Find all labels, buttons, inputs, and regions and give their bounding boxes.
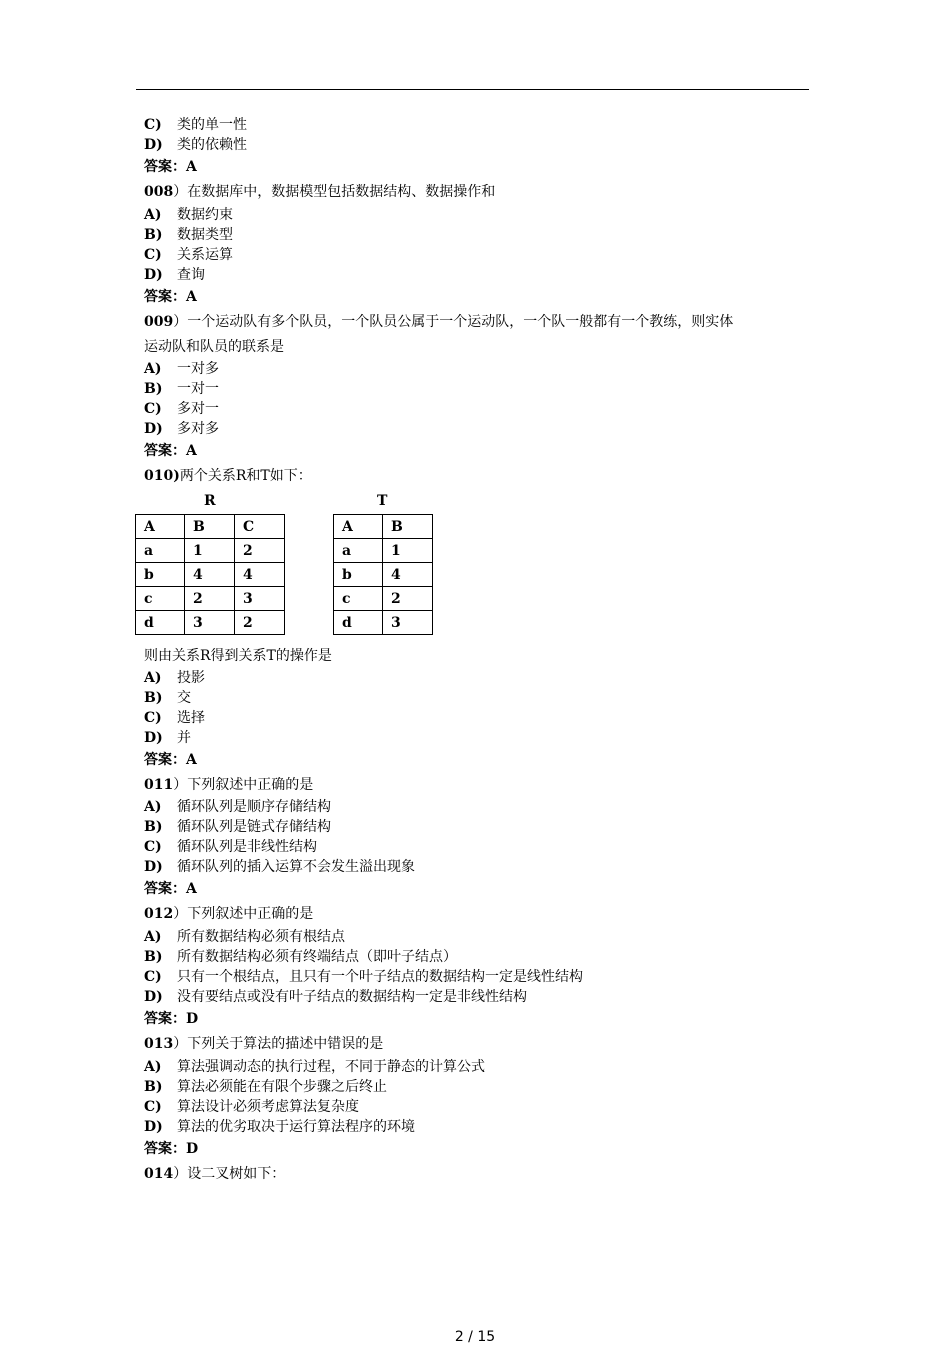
answer: 答案：A <box>144 443 197 459</box>
option-b: B) 所有数据结构必须有终端结点（即叶子结点） <box>144 949 457 965</box>
table-cell: C <box>235 515 285 539</box>
table-cell: d <box>136 611 185 635</box>
question-013: 013）下列关于算法的描述中错误的是 <box>144 1036 384 1052</box>
question-009: 009）一个运动队有多个队员，一个队员公属于一个运动队，一个队一般都有一个教练，则实体 <box>144 314 734 330</box>
table-r-caption: R <box>204 493 216 509</box>
answer: 答案：A <box>144 289 197 305</box>
question-010: 010)两个关系R和T如下： <box>144 468 312 484</box>
table-cell: A <box>334 515 383 539</box>
option-a: A) 数据约束 <box>144 207 233 223</box>
table-row <box>334 587 433 611</box>
option-c: C) 选择 <box>144 710 205 726</box>
option-d: D) 循环队列的插入运算不会发生溢出现象 <box>144 859 415 875</box>
table-cell: 2 <box>185 587 235 611</box>
table-cell: B <box>383 515 433 539</box>
table-row <box>136 587 285 611</box>
option-b: B) 算法必须能在有限个步骤之后终止 <box>144 1079 387 1095</box>
answer: 答案：A <box>144 752 197 768</box>
table-cell: d <box>334 611 383 635</box>
question-010-followup: 则由关系R得到关系T的操作是 <box>144 648 332 664</box>
option-a: A) 所有数据结构必须有根结点 <box>144 929 345 945</box>
option-d: D) 算法的优劣取决于运行算法程序的环境 <box>144 1119 415 1135</box>
option-c: C) 类的单一性 <box>144 117 247 133</box>
table-cell: b <box>136 563 185 587</box>
table-row <box>334 611 433 635</box>
table-row <box>136 539 285 563</box>
table-cell: 3 <box>235 587 285 611</box>
option-c: C) 只有一个根结点，且只有一个叶子结点的数据结构一定是线性结构 <box>144 969 583 985</box>
option-d: D) 查询 <box>144 267 205 283</box>
answer: 答案：A <box>144 881 197 897</box>
table-cell: a <box>334 539 383 563</box>
page-number: 2 / 15 <box>454 1329 496 1345</box>
table-cell: 3 <box>383 611 433 635</box>
table-cell: a <box>136 539 185 563</box>
table-cell: A <box>136 515 185 539</box>
option-b: B) 循环队列是链式存储结构 <box>144 819 331 835</box>
option-d: D) 类的依赖性 <box>144 137 247 153</box>
table-cell: 4 <box>235 563 285 587</box>
table-row <box>334 563 433 587</box>
table-cell: 1 <box>185 539 235 563</box>
option-a: A) 算法强调动态的执行过程，不同于静态的计算公式 <box>144 1059 485 1075</box>
header-rule <box>136 89 809 90</box>
option-a: A) 投影 <box>144 670 205 686</box>
question-014: 014）设二叉树如下： <box>144 1166 286 1182</box>
table-row <box>334 539 433 563</box>
table-cell: c <box>136 587 185 611</box>
table-header-row <box>334 515 433 539</box>
option-a: A) 循环队列是顺序存储结构 <box>144 799 331 815</box>
table-row <box>136 563 285 587</box>
option-c: C) 关系运算 <box>144 247 233 263</box>
table-cell: 2 <box>383 587 433 611</box>
option-c: C) 算法设计必须考虑算法复杂度 <box>144 1099 359 1115</box>
table-cell: 3 <box>185 611 235 635</box>
option-b: B) 数据类型 <box>144 227 233 243</box>
relation-t-table <box>333 514 433 635</box>
table-row <box>136 611 285 635</box>
option-d: D) 并 <box>144 730 191 746</box>
answer: 答案：D <box>144 1141 199 1157</box>
question-009-cont: 运动队和队员的联系是 <box>144 339 284 355</box>
table-cell: c <box>334 587 383 611</box>
option-d: D) 没有要结点或没有叶子结点的数据结构一定是非线性结构 <box>144 989 527 1005</box>
answer: 答案：D <box>144 1011 199 1027</box>
option-d: D) 多对多 <box>144 421 219 437</box>
option-c: C) 循环队列是非线性结构 <box>144 839 317 855</box>
question-012: 012）下列叙述中正确的是 <box>144 906 314 922</box>
relation-r-table <box>135 514 285 635</box>
table-cell: 4 <box>185 563 235 587</box>
option-b: B) 一对一 <box>144 381 219 397</box>
table-header-row <box>136 515 285 539</box>
table-t-caption: T <box>377 493 388 509</box>
option-b: B) 交 <box>144 690 191 706</box>
table-cell: b <box>334 563 383 587</box>
answer: 答案：A <box>144 159 197 175</box>
option-a: A) 一对多 <box>144 361 219 377</box>
question-011: 011）下列叙述中正确的是 <box>144 777 314 793</box>
table-cell: B <box>185 515 235 539</box>
table-cell: 1 <box>383 539 433 563</box>
table-cell: 2 <box>235 539 285 563</box>
table-cell: 2 <box>235 611 285 635</box>
question-008: 008）在数据库中，数据模型包括数据结构、数据操作和 <box>144 184 496 200</box>
option-c: C) 多对一 <box>144 401 219 417</box>
table-cell: 4 <box>383 563 433 587</box>
